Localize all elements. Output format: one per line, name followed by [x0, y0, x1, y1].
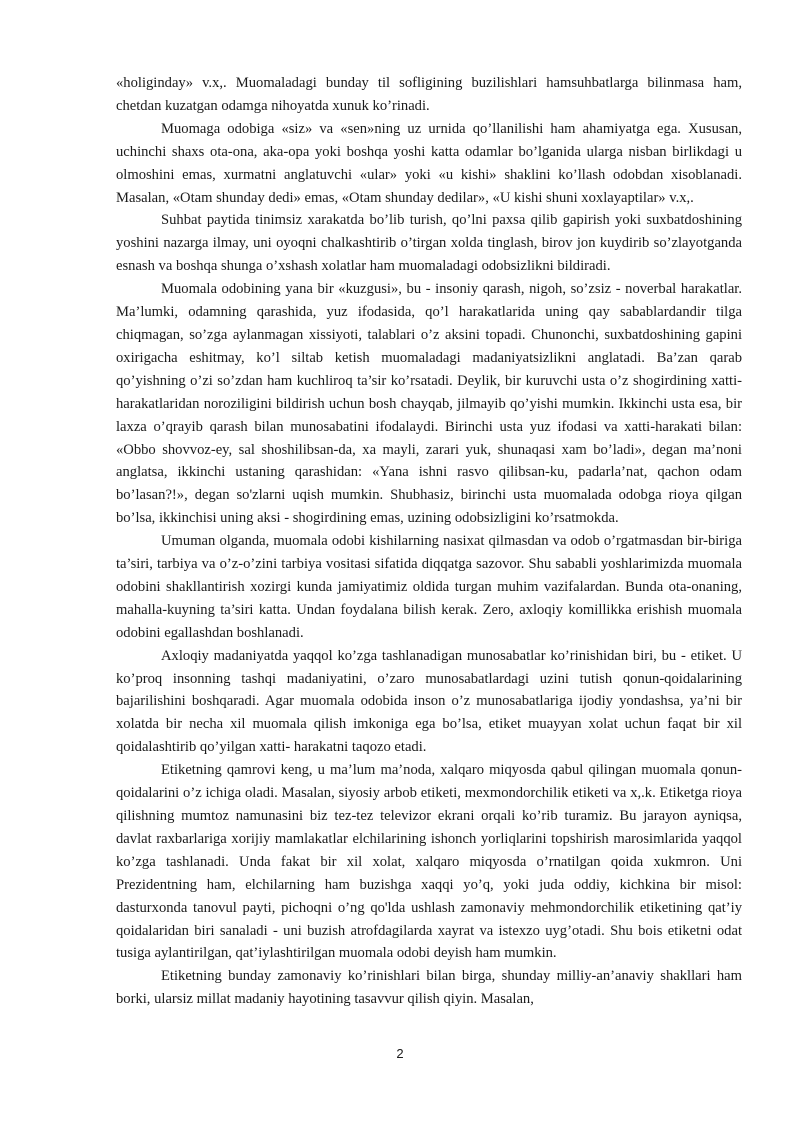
paragraph-4: Muomala odobining yana bir «kuzgusi», bu - insoniy qarash, nigoh, so’zsiz - noverbal harakatlar. Ma’lumki, odamning qarashida, yuz ifodasida, qo’l harakatlarida uning qay sabablardandir tilga chiqmagan, so’zga aylanmagan xissiyoti, talablari o’z aksini topadi. Chunonchi, suxbatdoshining gapini oxirigacha eshitmay, ko’l siltab ketish muomaladagi madaniyatsizlikni anglatadi. Ba’zan qarab qo’yishning o’zi so’zdan ham kuchliroq ta’sir ko’rsatadi. Deylik, bir kuruvchi usta o’z shogirdining xatti- harakatlaridan noroziligini bildirish uchun bosh chayqab, jilmayib qo’yishi mumkin. Ikkinchi usta esa, bir laxza o’qrayib qarash bilan munosabatini ifodalaydi. Birinchi usta yuz ifodasi va xatti-harakati bilan: «Obbo shovvoz-ey, sal shoshilibsan-da, xa mayli, zarari yuk, shunaqasi xam bo’ladi», degan ma’noni anglatsa, ikkinchi ustaning qarashidan: «Yana ishni rasvo qilibsan-ku, padarla’nat, qachon odam bo’lasan?!», degan so'zlarni uqish mumkin. Shubhasiz, birinchi usta muomalada odobga rioya qilgan bo’lsa, ikkinchisi uning aksi - shogirdining emas, uzining odobsizligini ko’rsatmokda.	[116, 281, 742, 527]
paragraph-5: Umuman olganda, muomala odobi kishilarning nasixat qilmasdan va odob o’rgatmasdan bir-biriga ta’siri, tarbiya va o’z-o’zini tarbiya vositasi sifatida diqqatga sazovor. Shu sababli yoshlarimizda muomala odobini shakllantirish xozirgi kunda jamiyatimiz oldida turgan muhim vazifalardan. Bunda ota-onaning, mahalla-kuyning ta’siri katta. Undan foydalana bilish kerak. Zero, axloqiy komillikka erishish muomala odobini egallashdan boshlanadi.	[116, 533, 742, 641]
document-body	[116, 72, 742, 1011]
paragraph-7: Etiketning qamrovi keng, u ma’lum ma’noda, xalqaro miqyosda qabul qilingan muomala qonun-qoidalarini o’z ichiga oladi. Masalan, siyosiy arbob etiketi, mexmondorchilik etiketi va x,.k. Etiketga rioya qilishning mumtoz namunasini biz tez-tez televizor ekrani orqali ko’rib turamiz. Bu jarayon ayniqsa, davlat raxbarlariga xorijiy mamlakatlar elchilarining ishonch yorliqlarini topshirish marosimlarida yaqqol ko’zga tashlanadi. Unda fakat bir xil xolat, xalqaro miqyosda o’rnatilgan qoida xukmron. Uni Prezidentning ham, elchilarning ham buzishga xaqqi yo’q, yoki juda oddiy, kichkina bir misol: dasturxonda tanovul payti, pichoqni o’ng qo'lda ushlash zamonaviy mehmondorchilik etiketining qat’iy qoidalaridan biri sanaladi - uni buzish atrofdagilarda xayrat va istexzo uyg’otadi. Shu bois etiketni odat tusiga aylantirilgan, qat’iylashtirilgan muomala odobi deyish ham mumkin.	[116, 762, 742, 962]
paragraph-1: «holiginday» v.x,. Muomaladagi bunday til sofligining buzilishlari hamsuhbatlarga bilinmasa ham, chetdan kuzatgan odamga nihoyatda xunuk ko’rinadi.	[116, 75, 742, 114]
paragraph-6: Axloqiy madaniyatda yaqqol ko’zga tashlanadigan munosabatlar ko’rinishidan biri, bu - etiket. U ko’proq insonning tashqi madaniyatini, o’zaro munosabatlardagi uzini tutish qonun-qoidalarining bajarilishini boshqaradi. Agar muomala odobida inson o’z munosabatlariga ijodiy yondashsa, ya’ni bir xolatda bir necha xil muomala qilish imkoniga ega bo’lsa, etiket muayyan xolat uchun faqat bir xil qoidalashtirib qo’yilgan xatti- harakatni taqozo etadi.	[116, 647, 742, 756]
paragraph-3: Suhbat paytida tinimsiz xarakatda bo’lib turish, qo’lni paxsa qilib gapirish yoki suxbatdoshining yoshini nazarga ilmay, uni oyoqni chalkashtirib o’tirgan xolda tinglash, birov jon kuydirib so’zlayotganda esnash va boshqa shunga o’xshash xolatlar ham muomaladagi odobsizlikni bildiradi.	[116, 212, 742, 275]
paragraph-2: Muomaga odobiga «siz» va «sen»ning uz urnida qo’llanilishi ham ahamiyatga ega. Xususan, uchinchi shaxs ota-ona, aka-opa yoki boshqa yoshi katta odamlar bo’lganida ularga nisban birlikdagi u olmoshini emas, xurmatni anglatuvchi «ular» yoki «u kishi» shaklini ko’llash odobdan xisoblanadi. Masalan, «Otam shunday dedi» emas, «Otam shunday dedilar», «U kishi shuni xoxlayaptilar» v.x,.	[116, 120, 742, 206]
page-number: 2	[396, 1046, 404, 1061]
paragraph-8: Etiketning bunday zamonaviy ko’rinishlari bilan birga, shunday milliy-an’anaviy shakllari ham borki, ularsiz millat madaniy hayotining tasavvur qilish qiyin. Masalan,	[116, 968, 742, 1008]
